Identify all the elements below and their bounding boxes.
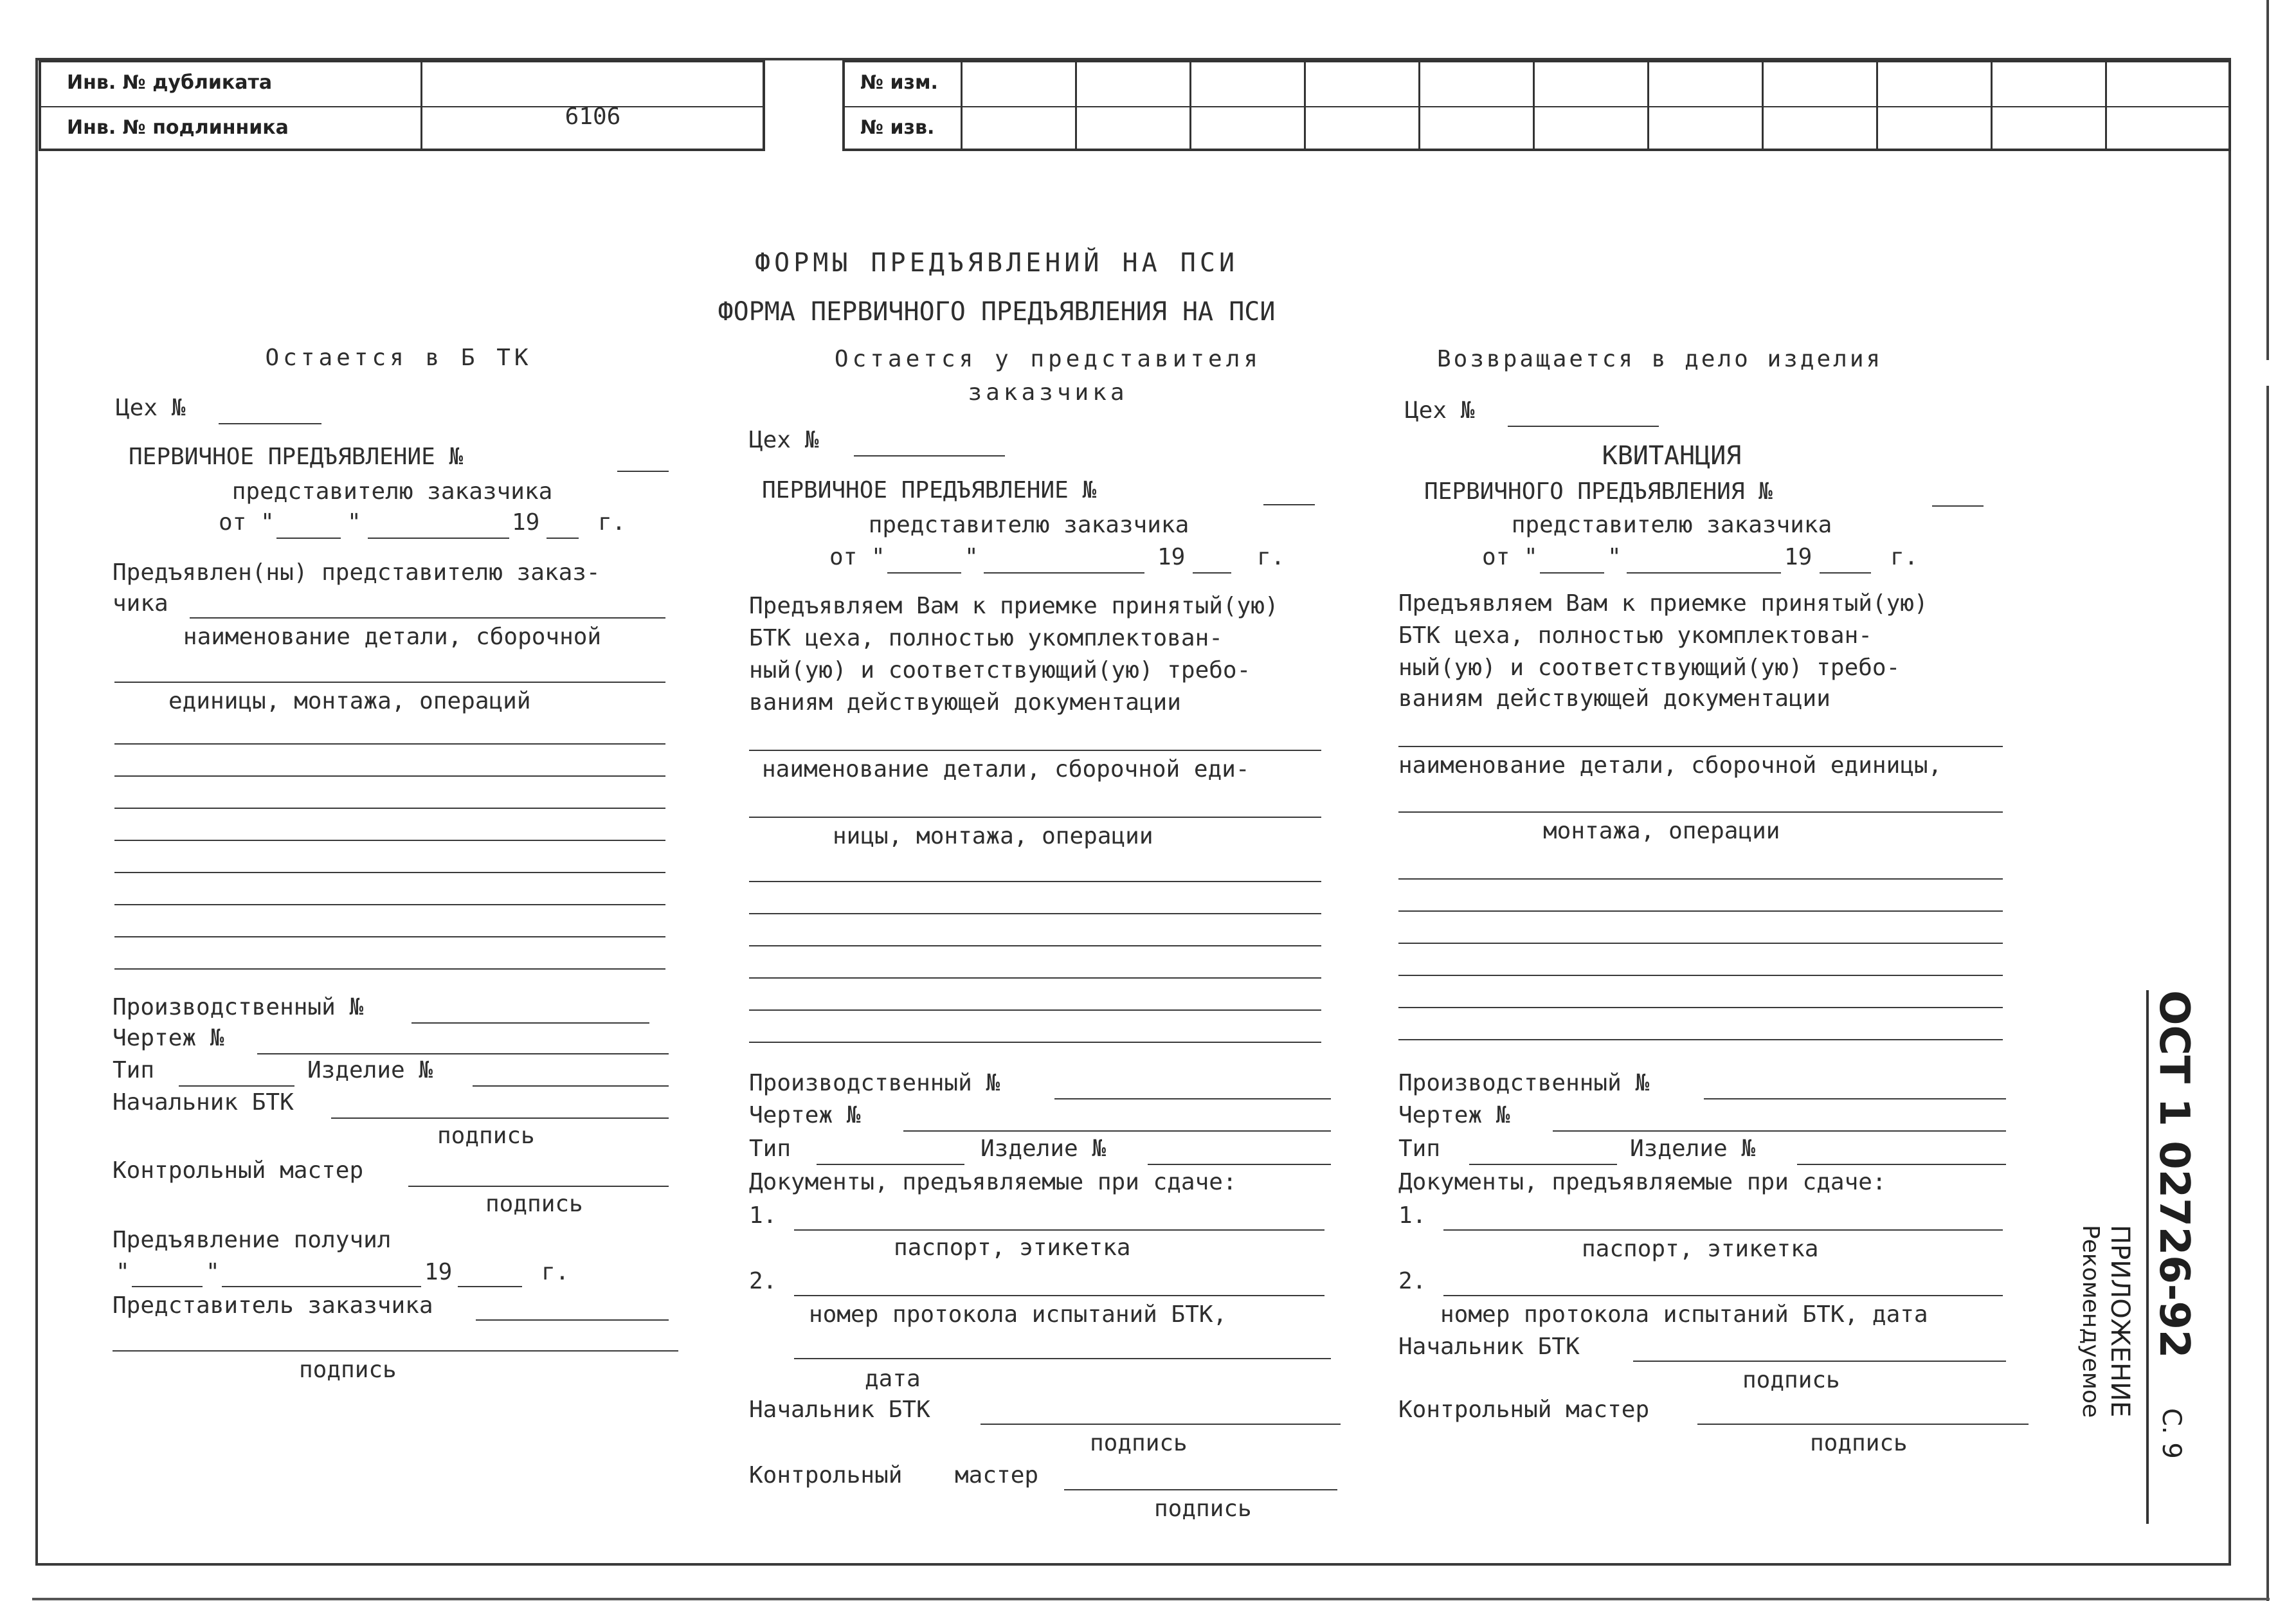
col2-head-btk-field xyxy=(981,1424,1341,1425)
col1-received-month-field xyxy=(222,1286,421,1287)
col2-drawing-field xyxy=(903,1130,1331,1132)
col3-caption-1: наименование детали, сборочной единицы, xyxy=(1398,752,1942,779)
col1-day-field xyxy=(276,538,341,539)
col1-recipient: представителю заказчика xyxy=(231,478,553,505)
col1-prod-no-label: Производственный № xyxy=(113,994,364,1020)
izm-label: № изм. xyxy=(860,71,938,94)
col1-representative-signature-field xyxy=(113,1350,678,1352)
col2-type-field xyxy=(817,1164,964,1165)
appendix-label: ПРИЛОЖЕНИЕ xyxy=(2105,1225,2135,1418)
col1-received-quote: " xyxy=(206,1259,220,1285)
col2-document-2-field xyxy=(794,1295,1324,1296)
col2-heading-line1: Остается у представителя xyxy=(834,346,1262,372)
col1-blank-line xyxy=(114,775,665,777)
col1-drawing-field xyxy=(257,1053,669,1054)
scan-edge-right xyxy=(2266,0,2269,360)
col3-recipient: представителю заказчика xyxy=(1511,512,1832,538)
col2-item-field xyxy=(1148,1164,1331,1165)
col3-body-line3: ный(ую) и соответствующий(ую) требо- xyxy=(1398,655,1901,681)
col2-blank-line xyxy=(749,913,1321,914)
col2-date-quote: " xyxy=(964,544,979,570)
col3-signature-caption: подпись xyxy=(1810,1430,1908,1456)
col1-blank-line xyxy=(114,808,665,809)
col1-presented-line1: Предъявлен(ны) представителю заказ- xyxy=(113,559,601,586)
col2-name-field xyxy=(749,817,1321,818)
col2-signature-caption: подпись xyxy=(1090,1430,1188,1456)
col3-document-2-number: 2. xyxy=(1398,1268,1427,1294)
col2-body-line2: БТК цеха, полностью укомплектован- xyxy=(749,625,1223,651)
col3-type-field xyxy=(1469,1164,1617,1165)
col2-prod-no-label: Производственный № xyxy=(749,1070,1000,1096)
inventory-table xyxy=(39,60,765,151)
col1-blank-line xyxy=(114,840,665,841)
col1-month-field xyxy=(368,538,509,539)
col2-blank-line xyxy=(749,881,1321,882)
col1-received-label: Предъявление получил xyxy=(113,1227,392,1253)
col3-document-2-caption: номер протокола испытаний БТК, дата xyxy=(1440,1301,1928,1328)
col3-ceh-field xyxy=(1508,426,1659,427)
col3-drawing-field xyxy=(1553,1130,2006,1132)
col3-prod-no-field xyxy=(1704,1098,2006,1099)
col2-year-field xyxy=(1193,572,1231,574)
page-number: С. 9 xyxy=(2156,1408,2186,1459)
col2-document-1-field xyxy=(794,1229,1324,1231)
col1-year-prefix: 19 xyxy=(512,509,540,536)
col3-caption-2: монтажа, операции xyxy=(1543,818,1780,844)
col3-blank-line xyxy=(1398,975,2003,976)
col1-name-field xyxy=(190,617,665,619)
col3-prod-no-label: Производственный № xyxy=(1398,1070,1650,1096)
col2-type-label: Тип xyxy=(749,1135,791,1162)
col1-type-field xyxy=(179,1085,294,1087)
inv-original-value: 6106 xyxy=(565,104,621,130)
col3-blank-line xyxy=(1398,943,2003,944)
col2-signature-caption: подпись xyxy=(1154,1496,1252,1522)
col3-year-field xyxy=(1820,572,1871,574)
table-cell xyxy=(1418,62,1535,149)
col1-blank-line xyxy=(114,968,665,970)
col1-item-field xyxy=(473,1085,669,1087)
col3-document-1-field xyxy=(1443,1229,2003,1231)
col3-name-field xyxy=(1398,746,2003,747)
col2-document-2-field xyxy=(794,1358,1331,1359)
col3-document-1-caption: паспорт, этикетка xyxy=(1582,1236,1819,1262)
revision-table xyxy=(842,60,2231,151)
table-cell xyxy=(961,62,1077,149)
inv-original-label: Инв. № подлинника xyxy=(67,116,289,139)
col1-received-year-suffix: г. xyxy=(541,1259,570,1285)
table-cell xyxy=(1075,62,1191,149)
col2-documents-label: Документы, предъявляемые при сдаче: xyxy=(749,1169,1237,1195)
col1-master-label: Контрольный мастер xyxy=(113,1157,364,1184)
col2-caption-1: наименование детали, сборочной еди- xyxy=(762,756,1250,782)
col3-blank-line xyxy=(1398,1039,2003,1040)
col2-year-suffix: г. xyxy=(1257,544,1285,570)
col1-drawing-label: Чертеж № xyxy=(113,1025,224,1051)
col1-signature-caption: подпись xyxy=(485,1191,583,1217)
col1-name-field xyxy=(114,682,665,683)
col3-blank-line xyxy=(1398,1007,2003,1008)
col2-body-line1: Предъявляем Вам к приемке принятый(ую) xyxy=(749,593,1279,619)
col3-year-suffix: г. xyxy=(1890,544,1919,570)
col3-body-line2: БТК цеха, полностью укомплектован- xyxy=(1398,622,1872,649)
col3-master-label: Контрольный мастер xyxy=(1398,1397,1650,1423)
col3-master-field xyxy=(1697,1424,2029,1425)
col1-date-from: от " xyxy=(219,509,275,536)
standard-designation: ОСТ 1 02726-92 xyxy=(2150,990,2198,1359)
col2-date-from: от " xyxy=(829,544,885,570)
col3-heading: Возвращается в дело изделия xyxy=(1437,346,1883,372)
col2-prod-no-field xyxy=(1054,1098,1331,1099)
col3-document-1-number: 1. xyxy=(1398,1202,1427,1229)
col3-head-btk-label: Начальник БТК xyxy=(1398,1334,1580,1360)
col1-blank-line xyxy=(114,904,665,905)
col1-ceh-label: Цех № xyxy=(116,395,186,421)
standard-underline xyxy=(2146,990,2149,1524)
col2-blank-line xyxy=(749,1009,1321,1011)
col3-body-line1: Предъявляем Вам к приемке принятый(ую) xyxy=(1398,590,1928,617)
col1-ceh-field xyxy=(219,423,321,424)
col1-year-suffix: г. xyxy=(598,509,626,536)
col1-signature-caption: подпись xyxy=(437,1123,535,1149)
col1-date-quote: " xyxy=(347,509,361,536)
col1-head-btk-field xyxy=(331,1117,669,1119)
col2-document-2-date-caption: дата xyxy=(865,1366,921,1392)
col1-caption-1: наименование детали, сборочной xyxy=(183,624,602,650)
col1-caption-2: единицы, монтажа, операций xyxy=(168,688,531,714)
col2-document-2-number: 2. xyxy=(749,1268,777,1294)
col2-master-label-b: мастер xyxy=(955,1462,1039,1488)
page-subtitle: ФОРМА ПЕРВИЧНОГО ПРЕДЪЯВЛЕНИЯ НА ПСИ xyxy=(718,297,1276,327)
col2-document-1-number: 1. xyxy=(749,1202,777,1229)
col1-heading: Остается в Б ТК xyxy=(265,345,532,371)
col2-blank-line xyxy=(749,945,1321,946)
col2-drawing-label: Чертеж № xyxy=(749,1102,861,1128)
col1-item-label: Изделие № xyxy=(307,1057,433,1083)
col1-presented-line2: чика xyxy=(113,590,168,617)
col1-received-year-prefix: 19 xyxy=(424,1259,453,1285)
col2-head-btk-label: Начальник БТК xyxy=(749,1397,930,1423)
appendix-status: Рекомендуемое xyxy=(2077,1225,2104,1418)
table-cell xyxy=(1304,62,1420,149)
table-cell xyxy=(1189,62,1306,149)
col3-item-field xyxy=(1797,1164,2006,1165)
col1-number-field xyxy=(617,471,669,472)
col2-document-2-caption: номер протокола испытаний БТК, xyxy=(809,1301,1227,1328)
scan-edge-right xyxy=(2266,386,2269,1601)
col3-signature-caption: подпись xyxy=(1742,1367,1840,1393)
col3-date-quote: " xyxy=(1607,544,1622,570)
col3-day-field xyxy=(1540,572,1604,574)
col2-caption-2: ницы, монтажа, операции xyxy=(833,823,1153,849)
col3-document-2-field xyxy=(1443,1295,2003,1296)
col2-master-field xyxy=(1064,1489,1337,1490)
table-cell xyxy=(1647,62,1764,149)
col3-name-field xyxy=(1398,811,2003,813)
col1-prod-no-field xyxy=(411,1022,649,1024)
table-cell xyxy=(1876,62,1993,149)
col2-form-title: ПЕРВИЧНОЕ ПРЕДЪЯВЛЕНИЕ № xyxy=(762,477,1097,503)
col2-body-line4: ваниям действующей документации xyxy=(749,689,1181,716)
table-cell xyxy=(1991,62,2107,149)
col1-blank-line xyxy=(114,936,665,937)
col3-blank-line xyxy=(1398,878,2003,880)
col3-drawing-label: Чертеж № xyxy=(1398,1102,1510,1128)
col1-representative-label: Представитель заказчика xyxy=(113,1292,433,1319)
table-cell xyxy=(1533,62,1649,149)
col3-date-from: от " xyxy=(1482,544,1538,570)
col1-blank-line xyxy=(114,743,665,745)
col3-number-field xyxy=(1932,505,1984,507)
table-cell xyxy=(1762,62,1878,149)
col3-ceh-label: Цех № xyxy=(1405,397,1475,424)
col2-month-field xyxy=(984,572,1144,574)
col3-documents-label: Документы, предъявляемые при сдаче: xyxy=(1398,1169,1886,1195)
col1-representative-field xyxy=(476,1319,669,1321)
col1-master-field xyxy=(408,1186,669,1187)
col2-name-field xyxy=(749,750,1321,751)
col1-signature-caption: подпись xyxy=(299,1357,397,1383)
col2-blank-line xyxy=(749,1042,1321,1043)
col1-received-day-field xyxy=(132,1286,203,1287)
col2-document-1-caption: паспорт, этикетка xyxy=(894,1235,1131,1261)
col2-recipient: представителю заказчика xyxy=(868,512,1189,538)
col1-head-btk-label: Начальник БТК xyxy=(113,1089,294,1116)
col2-ceh-field xyxy=(854,455,1005,457)
page-title: ФОРМЫ ПРЕДЪЯВЛЕНИЙ НА ПСИ xyxy=(754,248,1239,278)
col3-blank-line xyxy=(1398,910,2003,912)
inv-duplicate-label: Инв. № дубликата xyxy=(67,71,273,94)
col3-year-prefix: 19 xyxy=(1784,544,1812,570)
col1-form-title: ПЕРВИЧНОЕ ПРЕДЪЯВЛЕНИЕ № xyxy=(129,444,464,470)
col2-number-field xyxy=(1263,504,1315,505)
col2-body-line3: ный(ую) и соответствующий(ую) требо- xyxy=(749,657,1251,683)
col3-receipt-title: КВИТАНЦИЯ xyxy=(1602,441,1742,471)
col3-month-field xyxy=(1627,572,1781,574)
scan-edge-bottom xyxy=(32,1598,2270,1600)
col3-type-label: Тип xyxy=(1398,1135,1441,1162)
col2-item-label: Изделие № xyxy=(981,1135,1107,1162)
col2-blank-line xyxy=(749,977,1321,979)
col3-form-title: ПЕРВИЧНОГО ПРЕДЪЯВЛЕНИЯ № xyxy=(1424,478,1773,505)
col2-day-field xyxy=(887,572,961,574)
col3-body-line4: ваниям действующей документации xyxy=(1398,685,1830,712)
col2-ceh-label: Цех № xyxy=(749,427,819,453)
col3-item-label: Изделие № xyxy=(1630,1135,1756,1162)
col2-heading-line2: заказчика xyxy=(968,379,1128,406)
col1-year-field xyxy=(547,538,579,539)
col3-head-btk-field xyxy=(1633,1361,2006,1362)
col2-year-prefix: 19 xyxy=(1157,544,1186,570)
izv-label: № изв. xyxy=(860,116,935,139)
col2-master-label-a: Контрольный xyxy=(749,1462,903,1488)
col1-received-year-field xyxy=(458,1286,522,1287)
col1-type-label: Тип xyxy=(113,1057,155,1083)
col1-blank-line xyxy=(114,872,665,873)
col1-received-quote: " xyxy=(116,1259,130,1285)
